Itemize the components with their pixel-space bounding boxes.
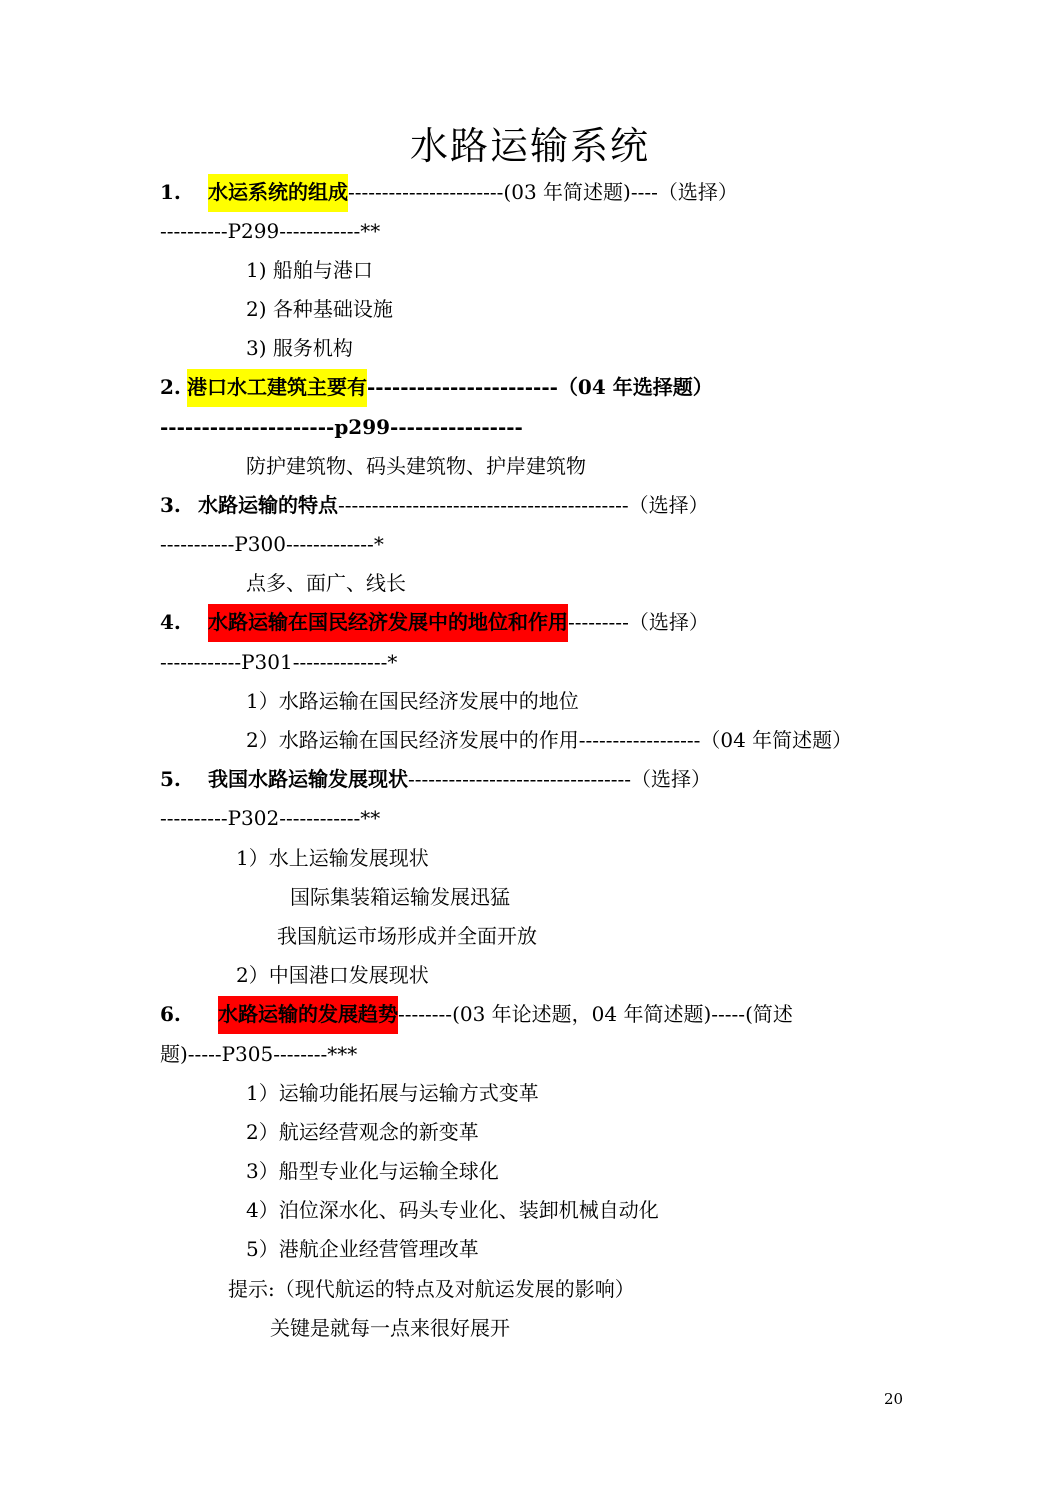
section-6-hint-note: 关键是就每一点来很好展开 (270, 1316, 510, 1340)
page-title: 水路运输系统 (409, 124, 650, 168)
section-3-ref: -----------P300-------------* (160, 532, 384, 556)
section-5-subitem: 我国航运市场形成并全面开放 (277, 924, 537, 948)
section-3-tail: -------------------------------------------（选择） (338, 493, 709, 517)
section-2-body: 防护建筑物、码头建筑物、护岸建筑物 (246, 454, 586, 478)
section-5-number: 5. (160, 767, 181, 791)
section-6-tail: --------(03 年论述题，04 年简述题)-----(简述 (398, 1002, 793, 1026)
section-2-number: 2. (160, 375, 181, 399)
section-4-item: 1）水路运输在国民经济发展中的地位 (246, 689, 579, 713)
section-6-item: 2）航运经营观念的新变革 (246, 1120, 479, 1144)
section-4-number: 4. (160, 610, 181, 634)
section-5-item: 2）中国港口发展现状 (236, 963, 429, 987)
section-6-ref: 题)-----P305--------*** (160, 1042, 358, 1066)
section-4-tail: ---------（选择） (568, 610, 709, 634)
section-1-heading-line (208, 179, 738, 205)
section-4-heading-line (208, 609, 709, 635)
section-5-ref: ----------P302------------** (160, 806, 381, 830)
section-6-item: 4）泊位深水化、码头专业化、装卸机械自动化 (246, 1198, 659, 1222)
section-2-heading-line (187, 374, 713, 400)
section-1-item: 3) 服务机构 (246, 336, 353, 360)
page-number: 20 (884, 1390, 904, 1408)
section-3-body: 点多、面广、线长 (246, 571, 406, 595)
section-2-tail: -----------------------（04 年选择题） (367, 375, 713, 399)
section-6-hint: 提示:（现代航运的特点及对航运发展的影响） (228, 1277, 635, 1301)
section-6-item: 1）运输功能拓展与运输方式变革 (246, 1081, 539, 1105)
section-4-ref: ------------P301--------------* (160, 650, 398, 674)
section-3-heading: 水路运输的特点 (198, 493, 338, 517)
section-5-heading-line (208, 766, 711, 792)
section-5-heading: 我国水路运输发展现状 (208, 767, 408, 791)
section-6-heading-line (218, 1001, 793, 1027)
section-6-item: 3）船型专业化与运输全球化 (246, 1159, 499, 1183)
section-3-heading-line (198, 492, 709, 518)
section-6-number: 6. (160, 1002, 181, 1026)
section-6-item: 5）港航企业经营管理改革 (246, 1237, 479, 1261)
section-1-number: 1. (160, 180, 181, 204)
section-3-number: 3. (160, 493, 181, 517)
section-2-heading: 港口水工建筑主要有 (187, 369, 367, 407)
section-6-heading: 水路运输的发展趋势 (218, 996, 398, 1034)
section-4-heading: 水路运输在国民经济发展中的地位和作用 (208, 604, 568, 642)
section-5-subitem: 国际集装箱运输发展迅猛 (290, 885, 510, 909)
section-1-tail: -----------------------(03 年简述题)----（选择） (348, 180, 738, 204)
section-5-tail: ---------------------------------（选择） (408, 767, 712, 791)
section-4-item: 2）水路运输在国民经济发展中的作用------------------（04 年简述题） (246, 728, 853, 752)
section-5-item: 1）水上运输发展现状 (236, 846, 429, 870)
section-1-item: 2) 各种基础设施 (246, 297, 393, 321)
section-1-item: 1) 船舶与港口 (246, 258, 373, 282)
section-2-ref: ---------------------p299---------------- (160, 415, 523, 439)
section-1-heading: 水运系统的组成 (208, 174, 348, 212)
section-1-ref: ----------P299------------** (160, 219, 381, 243)
